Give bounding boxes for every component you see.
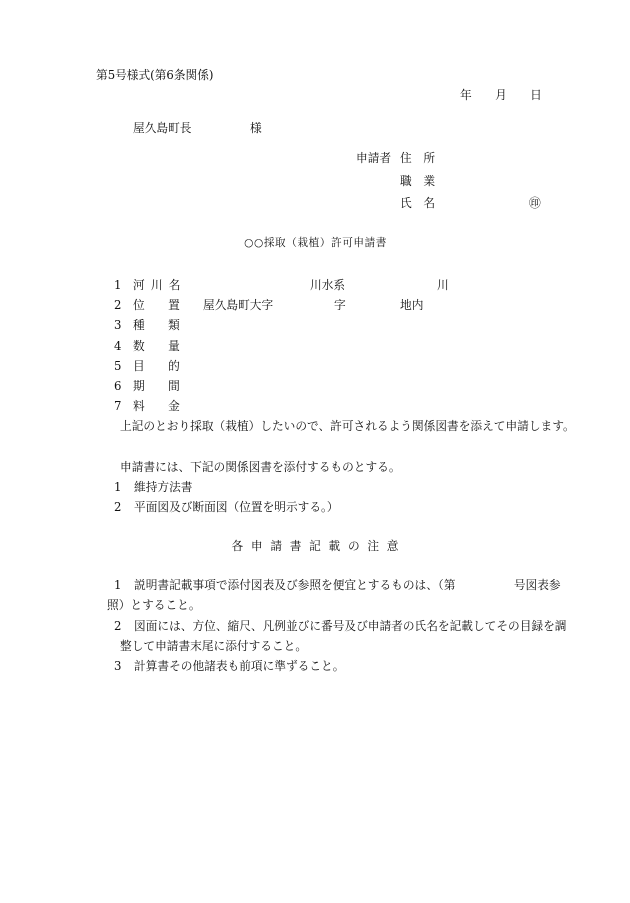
- item-label-purpose: 目 的: [133, 359, 180, 373]
- seal-mark: ㊞: [529, 196, 541, 210]
- note-line: 計算書その他諸表も前項に準ずること。: [134, 659, 345, 673]
- item-number: 2: [114, 298, 122, 312]
- note-line: 照）とすること。: [107, 598, 201, 612]
- attachments-intro: 申請書には、下記の関係図書を添付するものとする。: [120, 460, 401, 474]
- river-suffix: 川: [437, 278, 449, 292]
- attachment-number: 2: [114, 500, 122, 514]
- application-statement: 上記のとおり採取（栽植）したいので、許可されるよう関係図書を添えて申請します。: [120, 419, 575, 433]
- location-prefix: 屋久島町大字: [203, 298, 274, 312]
- note-line: 図面には、方位、縮尺、凡例並びに番号及び申請者の氏名を記載してその目録を調: [134, 619, 567, 633]
- attachment-item: 平面図及び断面図（位置を明示する。）: [134, 500, 339, 514]
- location-suffix: 地内: [400, 298, 424, 312]
- name-label: 氏 名: [400, 196, 436, 210]
- item-label-river-name: 河 川 名: [133, 278, 181, 292]
- note-number: 3: [114, 659, 122, 673]
- location-aza: 字: [334, 298, 346, 312]
- item-number: 1: [114, 278, 122, 292]
- item-label-quantity: 数 量: [133, 339, 180, 353]
- note-number: 1: [114, 578, 122, 592]
- item-label-fee: 料 金: [133, 399, 180, 413]
- notes-title: 各 申 請 書 記 載 の 注 意: [231, 539, 399, 553]
- note-number: 2: [114, 619, 122, 633]
- river-system-suffix: 川水系: [310, 278, 346, 292]
- note-line: 説明書記載事項で添付図表及び参照を便宜とするものは、（第 号図表参: [134, 578, 561, 592]
- applicant-label: 申請者: [356, 151, 392, 165]
- attachment-item: 維持方法書: [134, 480, 193, 494]
- item-number: 5: [114, 359, 122, 373]
- item-number: 3: [114, 318, 122, 332]
- occupation-label: 職 業: [400, 174, 436, 188]
- item-label-location: 位 置: [133, 298, 180, 312]
- item-number: 7: [114, 399, 122, 413]
- item-number: 4: [114, 339, 122, 353]
- attachment-number: 1: [114, 480, 122, 494]
- addressee-name: 屋久島町長: [133, 121, 192, 135]
- item-number: 6: [114, 379, 122, 393]
- note-line: 整して申請書末尾に添付すること。: [120, 639, 308, 653]
- item-label-type: 種 類: [133, 318, 180, 332]
- date-line: 年 月 日: [460, 88, 542, 102]
- document-title: ○○採取（栽植）許可申請書: [244, 237, 387, 249]
- item-label-period: 期 間: [133, 379, 180, 393]
- address-label: 住 所: [400, 151, 436, 165]
- addressee-honorific: 様: [250, 121, 262, 135]
- form-number: 第5号様式(第6条関係): [96, 68, 214, 82]
